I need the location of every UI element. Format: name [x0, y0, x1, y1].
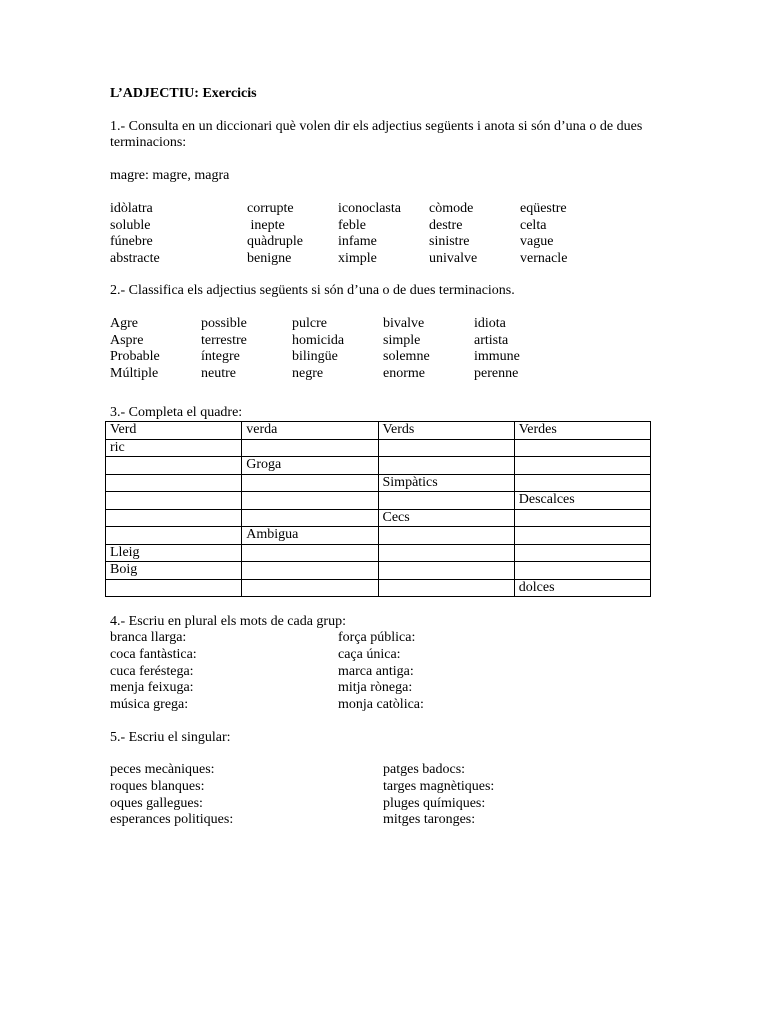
table-cell: Boig: [106, 562, 242, 580]
table-cell: Groga: [242, 457, 378, 475]
word: Agre: [110, 316, 138, 331]
table-row: [106, 562, 651, 580]
word: feble: [338, 217, 366, 233]
table-cell: Verdes: [514, 422, 650, 440]
word-pair-item: monja catòlica:: [338, 697, 424, 713]
word: Aspre: [110, 332, 144, 348]
table-cell: [378, 492, 514, 510]
word: idiota: [474, 316, 506, 331]
word: iconoclasta: [338, 201, 401, 216]
word: fúnebre: [110, 234, 153, 249]
table-cell: Verd: [106, 422, 242, 440]
table-cell: [378, 544, 514, 562]
word-pair-item: mitges taronges:: [383, 812, 476, 828]
table-cell: [378, 579, 514, 597]
word: possible: [201, 316, 247, 331]
worksheet-top: [110, 86, 655, 382]
word-pair-item: roques blanques:: [110, 778, 205, 794]
table-cell: [378, 527, 514, 545]
word: benigne: [247, 250, 292, 266]
table-cell: [106, 492, 242, 510]
table-cell: [106, 509, 242, 527]
word: eqüestre: [520, 201, 567, 216]
word: Probable: [110, 349, 160, 364]
table-row: [106, 509, 651, 527]
exercise-1-example: magre: magre, magra: [110, 168, 230, 183]
table-row: [106, 422, 651, 440]
word: negre: [292, 365, 324, 381]
exercise-5-instruction: 5.- Escriu el singular:: [110, 729, 231, 745]
table-cell: [514, 439, 650, 457]
page-title: L’ADJECTIU: Exercicis: [110, 86, 257, 101]
table-cell: [378, 562, 514, 580]
table-cell: [242, 544, 378, 562]
word-pair-item: caça única:: [338, 646, 401, 662]
table-cell: [106, 474, 242, 492]
exercise-1-instruction: 1.- Consulta en un diccionari què volen dir els adjectius següents i anota si són d’una o de dues terminacions:: [110, 119, 643, 150]
word-pair-item: patges badocs:: [383, 761, 466, 777]
word: inepte: [247, 217, 285, 233]
table-cell: Ambigua: [242, 527, 378, 545]
word: abstracte: [110, 250, 160, 266]
table-cell: [106, 457, 242, 475]
exercise-4-word-pairs: [110, 630, 655, 714]
table-row: [106, 579, 651, 597]
word-pair-item: esperances politiques:: [110, 812, 234, 828]
word: vernacle: [520, 250, 568, 266]
table-cell: [242, 579, 378, 597]
table-cell: Descalces: [514, 492, 650, 510]
word-pair-item: branca llarga:: [110, 630, 187, 645]
table-row: [106, 439, 651, 457]
word-pair-item: música grega:: [110, 697, 189, 713]
word: vague: [520, 234, 554, 249]
table-cell: [242, 439, 378, 457]
word: quàdruple: [247, 234, 303, 249]
table-cell: [378, 439, 514, 457]
table-cell: [514, 474, 650, 492]
table-cell: [106, 527, 242, 545]
exercise-2-word-grid: [110, 316, 655, 382]
word: sinistre: [429, 234, 470, 249]
table-cell: [514, 527, 650, 545]
word: homicida: [292, 332, 345, 348]
word: solemne: [383, 349, 430, 364]
table-row: [106, 474, 651, 492]
exercise-2-instruction: 2.- Classifica els adjectius següents si són d’una o de dues terminacions.: [110, 283, 515, 298]
word: Múltiple: [110, 365, 159, 381]
table-cell: [514, 457, 650, 475]
word: pulcre: [292, 316, 327, 331]
word-pair-item: targes magnètiques:: [383, 778, 495, 794]
word: còmode: [429, 201, 474, 216]
table-row: [106, 544, 651, 562]
table-cell: Lleig: [106, 544, 242, 562]
table-row: [106, 457, 651, 475]
table-cell: [106, 579, 242, 597]
word-pair-item: coca fantàstica:: [110, 646, 197, 662]
word: soluble: [110, 217, 151, 233]
word: univalve: [429, 250, 478, 266]
word-pair-item: marca antiga:: [338, 663, 414, 679]
table-cell: dolces: [514, 579, 650, 597]
word-pair-item: mitja rònega:: [338, 680, 413, 696]
word: artista: [474, 332, 509, 348]
word: íntegre: [201, 349, 240, 364]
table-cell: [242, 474, 378, 492]
table-cell: ric: [106, 439, 242, 457]
word: enorme: [383, 365, 425, 381]
exercise-5-word-pairs: [110, 762, 655, 829]
table-cell: verda: [242, 422, 378, 440]
table-cell: [242, 492, 378, 510]
word: simple: [383, 332, 421, 348]
word: celta: [520, 217, 547, 233]
word: bilingüe: [292, 349, 338, 364]
adjective-table: [105, 421, 651, 597]
exercise-3-instruction: 3.- Completa el quadre:: [110, 405, 243, 420]
table-row: [106, 492, 651, 510]
word: corrupte: [247, 201, 294, 216]
table-cell: Simpàtics: [378, 474, 514, 492]
word-pair-item: força pública:: [338, 630, 416, 645]
table-cell: [242, 509, 378, 527]
table-row: [106, 527, 651, 545]
table-cell: [514, 562, 650, 580]
word-pair-item: cuca feréstega:: [110, 663, 194, 679]
word: neutre: [201, 365, 236, 381]
word-pair-item: menja feixuga:: [110, 680, 194, 696]
worksheet-bottom: [110, 614, 655, 829]
word: bivalve: [383, 316, 425, 331]
word: terrestre: [201, 332, 247, 348]
word: idòlatra: [110, 201, 153, 216]
table-cell: [514, 509, 650, 527]
table-cell: Cecs: [378, 509, 514, 527]
word: perenne: [474, 365, 519, 381]
table-cell: [378, 457, 514, 475]
word: infame: [338, 234, 377, 249]
exercise-1-word-grid: [110, 201, 655, 267]
word-pair-item: peces mecàniques:: [110, 761, 215, 777]
table-cell: [242, 562, 378, 580]
table-cell: [514, 544, 650, 562]
word: destre: [429, 217, 463, 233]
word: ximple: [338, 250, 377, 266]
word: immune: [474, 349, 520, 364]
table-cell: Verds: [378, 422, 514, 440]
word-pair-item: pluges químiques:: [383, 795, 486, 811]
word-pair-item: oques gallegues:: [110, 795, 203, 811]
exercise-4-instruction: 4.- Escriu en plural els mots de cada grup:: [110, 614, 346, 629]
